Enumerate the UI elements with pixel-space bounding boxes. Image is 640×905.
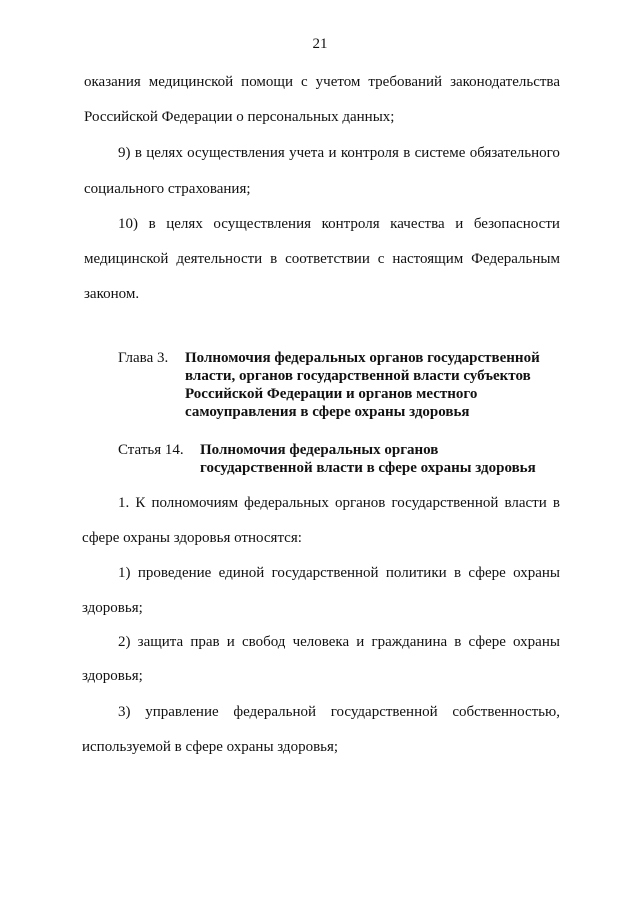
word: целях (166, 216, 203, 232)
word: собственностью, (452, 704, 560, 720)
chapter-title (185, 349, 540, 421)
word: в (148, 216, 156, 232)
text-line-3 (118, 144, 560, 162)
chapter-title-line: Полномочия федеральных органов государственной (185, 350, 540, 366)
word: системе (414, 145, 466, 161)
word: сфере (468, 634, 506, 650)
word: учетом (315, 74, 361, 90)
word: управление (145, 704, 219, 720)
word: Федеральным (471, 251, 560, 267)
word: в (403, 145, 411, 161)
word: К (135, 495, 146, 511)
word: 2) (118, 634, 131, 650)
word: защита (137, 634, 184, 650)
article-title-line: государственной власти в сфере охраны здоровья (200, 460, 536, 476)
word: органов (334, 495, 386, 511)
word: в (134, 145, 142, 161)
word: гражданина (371, 634, 448, 650)
word: человека (292, 634, 350, 650)
word: федеральной (233, 704, 317, 720)
body-line-4a (118, 703, 560, 721)
text-line-2: Российской Федерации о персональных данных; (84, 109, 395, 125)
word: законодательства (450, 74, 560, 90)
word: контроля (340, 145, 399, 161)
body-line-3b: здоровья; (82, 668, 143, 684)
word: оказания (84, 74, 141, 90)
word: в (453, 565, 462, 581)
text-line-1 (84, 73, 560, 91)
body-line-1b: сфере охраны здоровья относятся: (82, 530, 302, 546)
word: 9) (118, 145, 131, 161)
article-title-line: Полномочия федеральных органов (200, 442, 439, 458)
text-line-6 (84, 250, 560, 268)
word: в (454, 634, 462, 650)
body-line-4b: используемой в сфере охраны здоровья; (82, 739, 339, 755)
word: осуществления (187, 145, 285, 161)
word: прав (190, 634, 220, 650)
chapter-title-line: самоуправления в сфере охраны здоровья (185, 404, 470, 420)
word: соответствии (285, 251, 370, 267)
word: политики (385, 565, 447, 581)
word: 3) (118, 704, 131, 720)
word: единой (218, 565, 265, 581)
word: федеральных (244, 495, 329, 511)
word: власти (504, 495, 547, 511)
word: медицинской (148, 74, 234, 90)
word: деятельности (176, 251, 263, 267)
word: помощи (241, 74, 293, 90)
word: в (270, 251, 278, 267)
text-line-7: законом. (84, 286, 140, 302)
word: с (377, 251, 385, 267)
word: и (455, 216, 464, 232)
word: проведение (137, 565, 212, 581)
page-number: 21 (312, 36, 328, 52)
body-line-1a (118, 494, 560, 512)
chapter-title-line: власти, органов государственной власти субъектов (185, 368, 531, 384)
word: полномочиям (151, 495, 239, 511)
word: настоящим (392, 251, 464, 267)
word: учета (289, 145, 325, 161)
word: государственной (330, 704, 438, 720)
chapter-label: Глава 3. (118, 350, 169, 366)
text-line-4: социального страхования; (84, 181, 251, 197)
chapter-title-line: Российской Федерации и органов местного (185, 386, 478, 402)
word: государственной (271, 565, 379, 581)
word: государственной (391, 495, 499, 511)
body-line-2a (118, 564, 560, 582)
word: требований (368, 74, 443, 90)
text-line-5 (118, 215, 560, 233)
word: контроля (321, 216, 380, 232)
word: свобод (241, 634, 286, 650)
article-title (200, 441, 536, 477)
word: и (328, 145, 337, 161)
word: 1. (118, 495, 130, 511)
word: с (300, 74, 308, 90)
word: качества (390, 216, 445, 232)
word: охраны (513, 565, 560, 581)
word: охраны (513, 634, 560, 650)
word: в (552, 495, 560, 511)
word: осуществления (213, 216, 312, 232)
word: медицинской (84, 251, 169, 267)
word: и (356, 634, 365, 650)
word: 1) (118, 565, 131, 581)
body-line-3a (118, 633, 560, 651)
word: безопасности (473, 216, 560, 232)
body-line-2b: здоровья; (82, 600, 143, 616)
word: обязательного (469, 145, 560, 161)
article-label: Статья 14. (118, 442, 184, 458)
word: целях (146, 145, 183, 161)
word: и (226, 634, 235, 650)
word: сфере (468, 565, 506, 581)
word: 10) (118, 216, 138, 232)
